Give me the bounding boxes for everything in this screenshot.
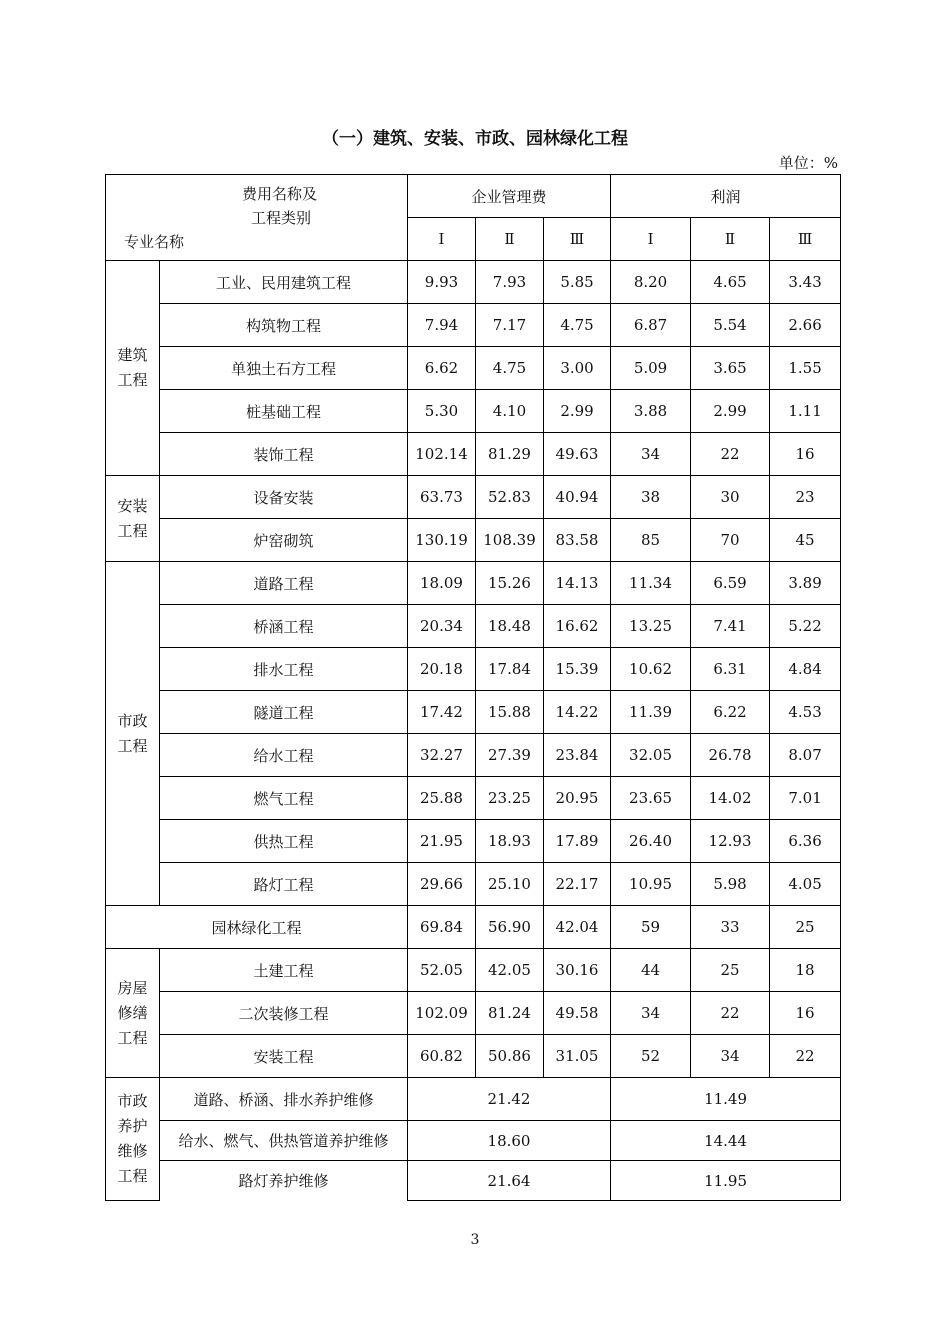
header-class-i: I — [611, 218, 691, 261]
mgmt-fee-cell: 15.88 — [476, 691, 544, 734]
profit-cell: 44 — [611, 949, 691, 992]
profit-cell: 18 — [770, 949, 841, 992]
mgmt-fee-cell: 4.75 — [544, 304, 611, 347]
profit-cell: 6.59 — [691, 562, 770, 605]
group-label-maintenance: 市政养护维修工程 — [106, 1078, 160, 1201]
profit-cell: 32.05 — [611, 734, 691, 777]
profit-cell: 11.39 — [611, 691, 691, 734]
mgmt-fee-cell: 17.42 — [408, 691, 476, 734]
mgmt-fee-cell: 31.05 — [544, 1035, 611, 1078]
page-title: （一）建筑、安装、市政、园林绿化工程 — [322, 129, 628, 149]
profit-cell: 5.22 — [770, 605, 841, 648]
mgmt-fee-cell: 7.94 — [408, 304, 476, 347]
mgmt-fee-cell: 14.13 — [544, 562, 611, 605]
mgmt-fee-cell: 81.24 — [476, 992, 544, 1035]
row-name: 装饰工程 — [160, 433, 408, 476]
profit-cell: 26.78 — [691, 734, 770, 777]
profit-cell: 22 — [691, 992, 770, 1035]
profit-cell: 52 — [611, 1035, 691, 1078]
profit-cell: 2.99 — [691, 390, 770, 433]
profit-cell: 11.95 — [611, 1161, 841, 1201]
mgmt-fee-cell: 42.04 — [544, 906, 611, 949]
mgmt-fee-cell: 32.27 — [408, 734, 476, 777]
table-row — [106, 863, 841, 906]
profit-cell: 45 — [770, 519, 841, 562]
mgmt-fee-cell: 9.93 — [408, 261, 476, 304]
table-row — [106, 433, 841, 476]
mgmt-fee-cell: 17.89 — [544, 820, 611, 863]
mgmt-fee-cell: 29.66 — [408, 863, 476, 906]
profit-cell: 14.44 — [611, 1121, 841, 1161]
mgmt-fee-cell: 60.82 — [408, 1035, 476, 1078]
table-row — [106, 1035, 841, 1078]
profit-cell: 4.84 — [770, 648, 841, 691]
profit-cell: 1.11 — [770, 390, 841, 433]
mgmt-fee-cell: 14.22 — [544, 691, 611, 734]
mgmt-fee-cell: 20.95 — [544, 777, 611, 820]
profit-cell: 26.40 — [611, 820, 691, 863]
profit-cell: 6.87 — [611, 304, 691, 347]
profit-cell: 10.95 — [611, 863, 691, 906]
mgmt-fee-cell: 18.93 — [476, 820, 544, 863]
mgmt-fee-cell: 81.29 — [476, 433, 544, 476]
profit-cell: 3.43 — [770, 261, 841, 304]
mgmt-fee-cell: 20.34 — [408, 605, 476, 648]
row-name: 燃气工程 — [160, 777, 408, 820]
row-name: 桩基础工程 — [160, 390, 408, 433]
profit-cell: 5.98 — [691, 863, 770, 906]
row-name: 隧道工程 — [160, 691, 408, 734]
table-row — [106, 992, 841, 1035]
row-name: 排水工程 — [160, 648, 408, 691]
profit-cell: 8.07 — [770, 734, 841, 777]
row-name: 构筑物工程 — [160, 304, 408, 347]
profit-cell: 3.88 — [611, 390, 691, 433]
profit-cell: 34 — [611, 433, 691, 476]
mgmt-fee-cell: 6.62 — [408, 347, 476, 390]
mgmt-fee-cell: 4.75 — [476, 347, 544, 390]
mgmt-fee-cell: 2.99 — [544, 390, 611, 433]
header-class-ii: Ⅱ — [476, 218, 544, 261]
page-number: 3 — [470, 1232, 480, 1248]
group-label-building: 建筑工程 — [106, 261, 160, 476]
profit-cell: 3.65 — [691, 347, 770, 390]
mgmt-fee-cell: 15.26 — [476, 562, 544, 605]
table-row — [106, 1078, 841, 1121]
profit-cell: 22 — [691, 433, 770, 476]
mgmt-fee-cell: 7.93 — [476, 261, 544, 304]
mgmt-fee-cell: 49.58 — [544, 992, 611, 1035]
profit-cell: 10.62 — [611, 648, 691, 691]
profit-cell: 30 — [691, 476, 770, 519]
mgmt-fee-cell: 17.84 — [476, 648, 544, 691]
mgmt-fee-cell: 52.83 — [476, 476, 544, 519]
mgmt-fee-cell: 21.64 — [408, 1161, 611, 1201]
mgmt-fee-cell: 50.86 — [476, 1035, 544, 1078]
group-label-municipal: 市政工程 — [106, 562, 160, 906]
table-row — [106, 1161, 841, 1201]
profit-cell: 23 — [770, 476, 841, 519]
mgmt-fee-cell: 27.39 — [476, 734, 544, 777]
mgmt-fee-cell: 49.63 — [544, 433, 611, 476]
table-row — [106, 519, 841, 562]
profit-cell: 34 — [691, 1035, 770, 1078]
profit-cell: 8.20 — [611, 261, 691, 304]
row-name: 道路工程 — [160, 562, 408, 605]
row-name: 设备安装 — [160, 476, 408, 519]
profit-cell: 34 — [611, 992, 691, 1035]
mgmt-fee-cell: 20.18 — [408, 648, 476, 691]
profit-cell: 6.36 — [770, 820, 841, 863]
profit-cell: 1.55 — [770, 347, 841, 390]
profit-cell: 85 — [611, 519, 691, 562]
mgmt-fee-cell: 21.95 — [408, 820, 476, 863]
mgmt-fee-cell: 21.42 — [408, 1078, 611, 1121]
profit-cell: 25 — [770, 906, 841, 949]
profit-cell: 7.41 — [691, 605, 770, 648]
header-class-ii: Ⅱ — [691, 218, 770, 261]
mgmt-fee-cell: 30.16 — [544, 949, 611, 992]
mgmt-fee-cell: 102.14 — [408, 433, 476, 476]
row-name: 园林绿化工程 — [106, 906, 408, 949]
profit-cell: 12.93 — [691, 820, 770, 863]
mgmt-fee-cell: 5.85 — [544, 261, 611, 304]
fee-rate-table — [105, 174, 841, 1201]
row-name: 给水、燃气、供热管道养护维修 — [160, 1121, 408, 1161]
mgmt-fee-cell: 69.84 — [408, 906, 476, 949]
header-class-i: I — [408, 218, 476, 261]
row-name: 土建工程 — [160, 949, 408, 992]
table-row — [106, 562, 841, 605]
table-row — [106, 906, 841, 949]
profit-cell: 33 — [691, 906, 770, 949]
header-corner — [106, 175, 408, 261]
mgmt-fee-cell: 23.84 — [544, 734, 611, 777]
table-row — [106, 605, 841, 648]
header-corner-line2: 工程类别 — [251, 209, 312, 227]
table-row — [106, 390, 841, 433]
mgmt-fee-cell: 4.10 — [476, 390, 544, 433]
mgmt-fee-cell: 25.10 — [476, 863, 544, 906]
table-row — [106, 648, 841, 691]
profit-cell: 6.22 — [691, 691, 770, 734]
profit-cell: 14.02 — [691, 777, 770, 820]
mgmt-fee-cell: 23.25 — [476, 777, 544, 820]
table-row — [106, 777, 841, 820]
profit-cell: 5.54 — [691, 304, 770, 347]
row-name: 安装工程 — [160, 1035, 408, 1078]
header-mgmt-fee: 企业管理费 — [408, 175, 611, 218]
header-profit: 利润 — [611, 175, 841, 218]
mgmt-fee-cell: 102.09 — [408, 992, 476, 1035]
row-name: 炉窑砌筑 — [160, 519, 408, 562]
row-name: 路灯工程 — [160, 863, 408, 906]
profit-cell: 23.65 — [611, 777, 691, 820]
table-row — [106, 1121, 841, 1161]
table-row — [106, 476, 841, 519]
table-row — [106, 820, 841, 863]
row-name: 桥涵工程 — [160, 605, 408, 648]
unit-label: 单位：% — [778, 154, 838, 172]
profit-cell: 16 — [770, 433, 841, 476]
mgmt-fee-cell: 16.62 — [544, 605, 611, 648]
table-row — [106, 304, 841, 347]
group-label-install: 安装工程 — [106, 476, 160, 562]
mgmt-fee-cell: 3.00 — [544, 347, 611, 390]
mgmt-fee-cell: 18.60 — [408, 1121, 611, 1161]
table-row — [106, 691, 841, 734]
profit-cell: 25 — [691, 949, 770, 992]
profit-cell: 4.53 — [770, 691, 841, 734]
mgmt-fee-cell: 18.48 — [476, 605, 544, 648]
mgmt-fee-cell: 40.94 — [544, 476, 611, 519]
header-corner-line1: 费用名称及 — [242, 185, 318, 203]
mgmt-fee-cell: 130.19 — [408, 519, 476, 562]
profit-cell: 59 — [611, 906, 691, 949]
row-name: 工业、民用建筑工程 — [160, 261, 408, 304]
row-name: 二次装修工程 — [160, 992, 408, 1035]
profit-cell: 70 — [691, 519, 770, 562]
mgmt-fee-cell: 15.39 — [544, 648, 611, 691]
profit-cell: 16 — [770, 992, 841, 1035]
mgmt-fee-cell: 56.90 — [476, 906, 544, 949]
header-class-iii: Ⅲ — [770, 218, 841, 261]
mgmt-fee-cell: 42.05 — [476, 949, 544, 992]
mgmt-fee-cell: 18.09 — [408, 562, 476, 605]
profit-cell: 5.09 — [611, 347, 691, 390]
header-corner-line3: 专业名称 — [124, 233, 185, 251]
profit-cell: 7.01 — [770, 777, 841, 820]
table-row — [106, 347, 841, 390]
row-name: 单独土石方工程 — [160, 347, 408, 390]
mgmt-fee-cell: 63.73 — [408, 476, 476, 519]
row-name: 给水工程 — [160, 734, 408, 777]
row-name: 供热工程 — [160, 820, 408, 863]
row-name: 道路、桥涵、排水养护维修 — [160, 1078, 408, 1121]
table-row — [106, 949, 841, 992]
group-label-housing: 房屋修缮工程 — [106, 949, 160, 1078]
profit-cell: 6.31 — [691, 648, 770, 691]
table-row — [106, 734, 841, 777]
table-row — [106, 261, 841, 304]
mgmt-fee-cell: 25.88 — [408, 777, 476, 820]
mgmt-fee-cell: 22.17 — [544, 863, 611, 906]
profit-cell: 11.34 — [611, 562, 691, 605]
mgmt-fee-cell: 108.39 — [476, 519, 544, 562]
profit-cell: 11.49 — [611, 1078, 841, 1121]
mgmt-fee-cell: 5.30 — [408, 390, 476, 433]
profit-cell: 2.66 — [770, 304, 841, 347]
mgmt-fee-cell: 7.17 — [476, 304, 544, 347]
profit-cell: 22 — [770, 1035, 841, 1078]
profit-cell: 13.25 — [611, 605, 691, 648]
header-class-iii: Ⅲ — [544, 218, 611, 261]
profit-cell: 3.89 — [770, 562, 841, 605]
row-name: 路灯养护维修 — [160, 1161, 408, 1201]
profit-cell: 4.65 — [691, 261, 770, 304]
profit-cell: 38 — [611, 476, 691, 519]
profit-cell: 4.05 — [770, 863, 841, 906]
mgmt-fee-cell: 83.58 — [544, 519, 611, 562]
mgmt-fee-cell: 52.05 — [408, 949, 476, 992]
